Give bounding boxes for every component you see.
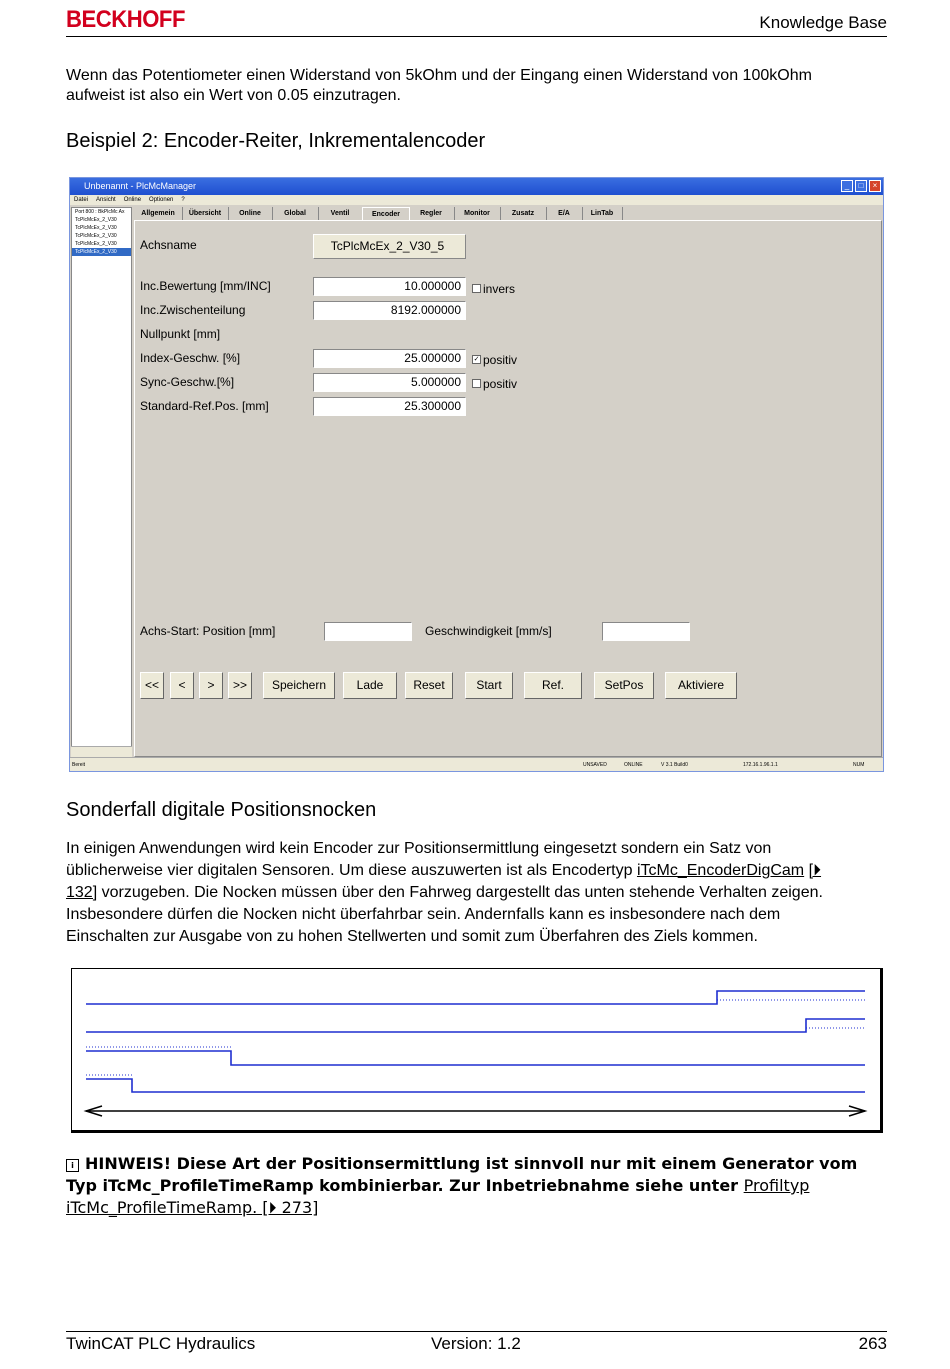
inc-zwischenteilung-field[interactable]: 8192.000000	[313, 301, 466, 320]
checkbox-label: positiv	[483, 377, 518, 391]
tree-item[interactable]: Port 800 : BkPlcMc Ax	[75, 209, 125, 215]
plc-manager-screenshot	[69, 177, 884, 772]
aktiviere-button[interactable]: Aktiviere	[665, 672, 737, 699]
minimize-icon[interactable]: _	[841, 180, 853, 192]
index-geschw-field[interactable]: 25.000000	[313, 349, 466, 368]
tab-zusatz[interactable]: Zusatz	[500, 207, 547, 220]
achs-start-position-field[interactable]	[324, 622, 412, 641]
tree-item[interactable]: TcPlcMcEx_2_V30	[75, 217, 117, 223]
lade-button[interactable]: Lade	[343, 672, 397, 699]
status-num: NUM	[853, 762, 865, 768]
info-icon: i	[66, 1159, 79, 1172]
encoder-panel	[134, 220, 882, 757]
row-label: Inc.Zwischenteilung	[140, 303, 246, 317]
first-button[interactable]: <<	[140, 672, 164, 699]
achs-start-label: Achs-Start: Position [mm]	[140, 624, 276, 638]
index-positiv-checkbox[interactable]: ✓	[473, 356, 480, 363]
menu-help[interactable]: ?	[181, 197, 185, 203]
checkbox-label: positiv	[483, 353, 518, 367]
signal-line-3	[86, 1051, 865, 1065]
profiltyp-link[interactable]: Profiltyp iTcMc_ProfileTimeRamp. [⏵ 273]	[66, 1176, 810, 1217]
encoder-digcam-link[interactable]: iTcMc_EncoderDigCam	[636, 862, 805, 879]
tab-online[interactable]: Online	[228, 207, 273, 220]
speed-label: Geschwindigkeit [mm/s]	[425, 624, 552, 638]
tab-uebersicht[interactable]: Übersicht	[182, 207, 229, 220]
notice-text: HINWEIS! Diese Art der Positionsermittlung ist sinnvoll nur mit einem Generator vom Typ iTcMc_ProfileTimeRamp kombinierbar. Zur Inbetriebnahme siehe unter	[66, 1154, 858, 1195]
maximize-icon[interactable]: □	[855, 180, 867, 192]
status-ready: Bereit	[72, 762, 86, 768]
intro-paragraph: Wenn das Potentiometer einen Widerstand von 5kOhm und der Eingang einen Widerstand von 100kOhm aufweist ist also ein Wert von 0.05 einzutragen.	[66, 67, 812, 104]
status-unsaved: UNSAVED	[583, 762, 607, 768]
setpos-button[interactable]: SetPos	[594, 672, 654, 699]
status-bar	[70, 757, 883, 772]
page-number: 263	[858, 1334, 887, 1353]
axis-tree[interactable]	[71, 207, 132, 757]
next-button[interactable]: >	[199, 672, 223, 699]
menu-bar	[70, 195, 883, 205]
notice-box	[66, 1153, 866, 1219]
inc-bewertung-field[interactable]: 10.000000	[313, 277, 466, 296]
axis-name-label: Achsname	[140, 238, 197, 252]
cam-signal-diagram	[71, 968, 883, 1133]
tab-global[interactable]: Global	[272, 207, 319, 220]
status-online: ONLINE	[624, 762, 643, 768]
tab-regler[interactable]: Regler	[408, 207, 455, 220]
special-text-1: In einigen Anwendungen wird kein Encoder zur Positionsermittlung eingesetzt sondern ein Satz von üblicherweise vier digitalen Sensoren. Um diese auszuwerten ist als Encodertyp	[66, 840, 772, 879]
status-address: 172.16.1.96.1.1	[743, 762, 778, 768]
tree-item[interactable]: TcPlcMcEx_2_V30	[75, 233, 117, 239]
standard-ref-pos-field[interactable]: 25.300000	[313, 397, 466, 416]
cam-signal-svg	[72, 969, 880, 1130]
row-label: Nullpunkt [mm]	[140, 327, 221, 341]
menu-datei[interactable]: Datei	[74, 197, 89, 203]
row-label: Sync-Geschw.[%]	[140, 375, 235, 389]
example-heading: Beispiel 2: Encoder-Reiter, Inkrementalencoder	[66, 130, 486, 152]
footer-version: Version: 1.2	[431, 1334, 521, 1353]
special-text-2: vorzugeben. Die Nocken müssen über den Fahrweg dargestellt das unten stehende Verhalten zeigen. Insbesondere dürfen die Nocken nicht überfahrbar sein. Andernfalls kann es insbesondere nach dem Einschalten zur Ausgabe von zu hohen Stellwerten und somit zum Überfahren des Ziels kommen.	[66, 884, 823, 945]
tree-item[interactable]: TcPlcMcEx_2_V30	[75, 225, 117, 231]
row-label: Standard-Ref.Pos. [mm]	[140, 399, 269, 413]
footer-divider	[66, 1331, 887, 1332]
row-label: Inc.Bewertung [mm/INC]	[140, 279, 271, 293]
tab-ea[interactable]: E/A	[546, 207, 583, 220]
tab-allgemein[interactable]: Allgemein	[134, 207, 183, 220]
close-icon[interactable]: ×	[869, 180, 881, 192]
signal-line-4	[86, 1079, 865, 1092]
speichern-button[interactable]: Speichern	[263, 672, 335, 699]
ref-button[interactable]: Ref.	[524, 672, 582, 699]
special-heading: Sonderfall digitale Positionsnocken	[66, 799, 377, 821]
tree-item[interactable]: TcPlcMcEx_2_V30	[75, 241, 117, 247]
special-paragraph	[66, 838, 856, 948]
footer-product: TwinCAT PLC Hydraulics	[66, 1334, 256, 1353]
invers-checkbox[interactable]	[472, 284, 481, 293]
menu-ansicht[interactable]: Ansicht	[96, 197, 116, 203]
header-divider	[66, 36, 887, 37]
start-button[interactable]: Start	[465, 672, 513, 699]
page-ref-132-link[interactable]: [⏵ 132]	[66, 862, 822, 901]
row-label: Index-Geschw. [%]	[140, 351, 241, 365]
signal-line-1	[86, 991, 865, 1004]
last-button[interactable]: >>	[228, 672, 252, 699]
status-version: V 3.1 Build0	[661, 762, 688, 768]
sync-geschw-field[interactable]: 5.000000	[313, 373, 466, 392]
tab-encoder[interactable]: Encoder	[362, 207, 410, 221]
tab-bar	[134, 207, 882, 220]
prev-button[interactable]: <	[170, 672, 194, 699]
menu-optionen[interactable]: Optionen	[149, 197, 174, 203]
reset-button[interactable]: Reset	[405, 672, 453, 699]
signal-line-2	[86, 1019, 865, 1032]
speed-field[interactable]	[602, 622, 690, 641]
window-titlebar: Unbenannt - PlcMcManager	[70, 178, 883, 195]
tree-item-selected[interactable]: TcPlcMcEx_2_V30	[72, 248, 131, 256]
beckhoff-logo: BECKHOFF	[66, 6, 185, 33]
sync-positiv-checkbox[interactable]	[472, 379, 481, 388]
tab-ventil[interactable]: Ventil	[318, 207, 363, 220]
axis-name-button[interactable]: TcPlcMcEx_2_V30_5	[313, 234, 466, 259]
menu-online[interactable]: Online	[123, 197, 142, 203]
tab-lintab[interactable]: LinTab	[582, 207, 623, 220]
tab-monitor[interactable]: Monitor	[454, 207, 501, 220]
checkbox-label: invers	[483, 282, 516, 296]
section-title: Knowledge Base	[759, 13, 887, 32]
